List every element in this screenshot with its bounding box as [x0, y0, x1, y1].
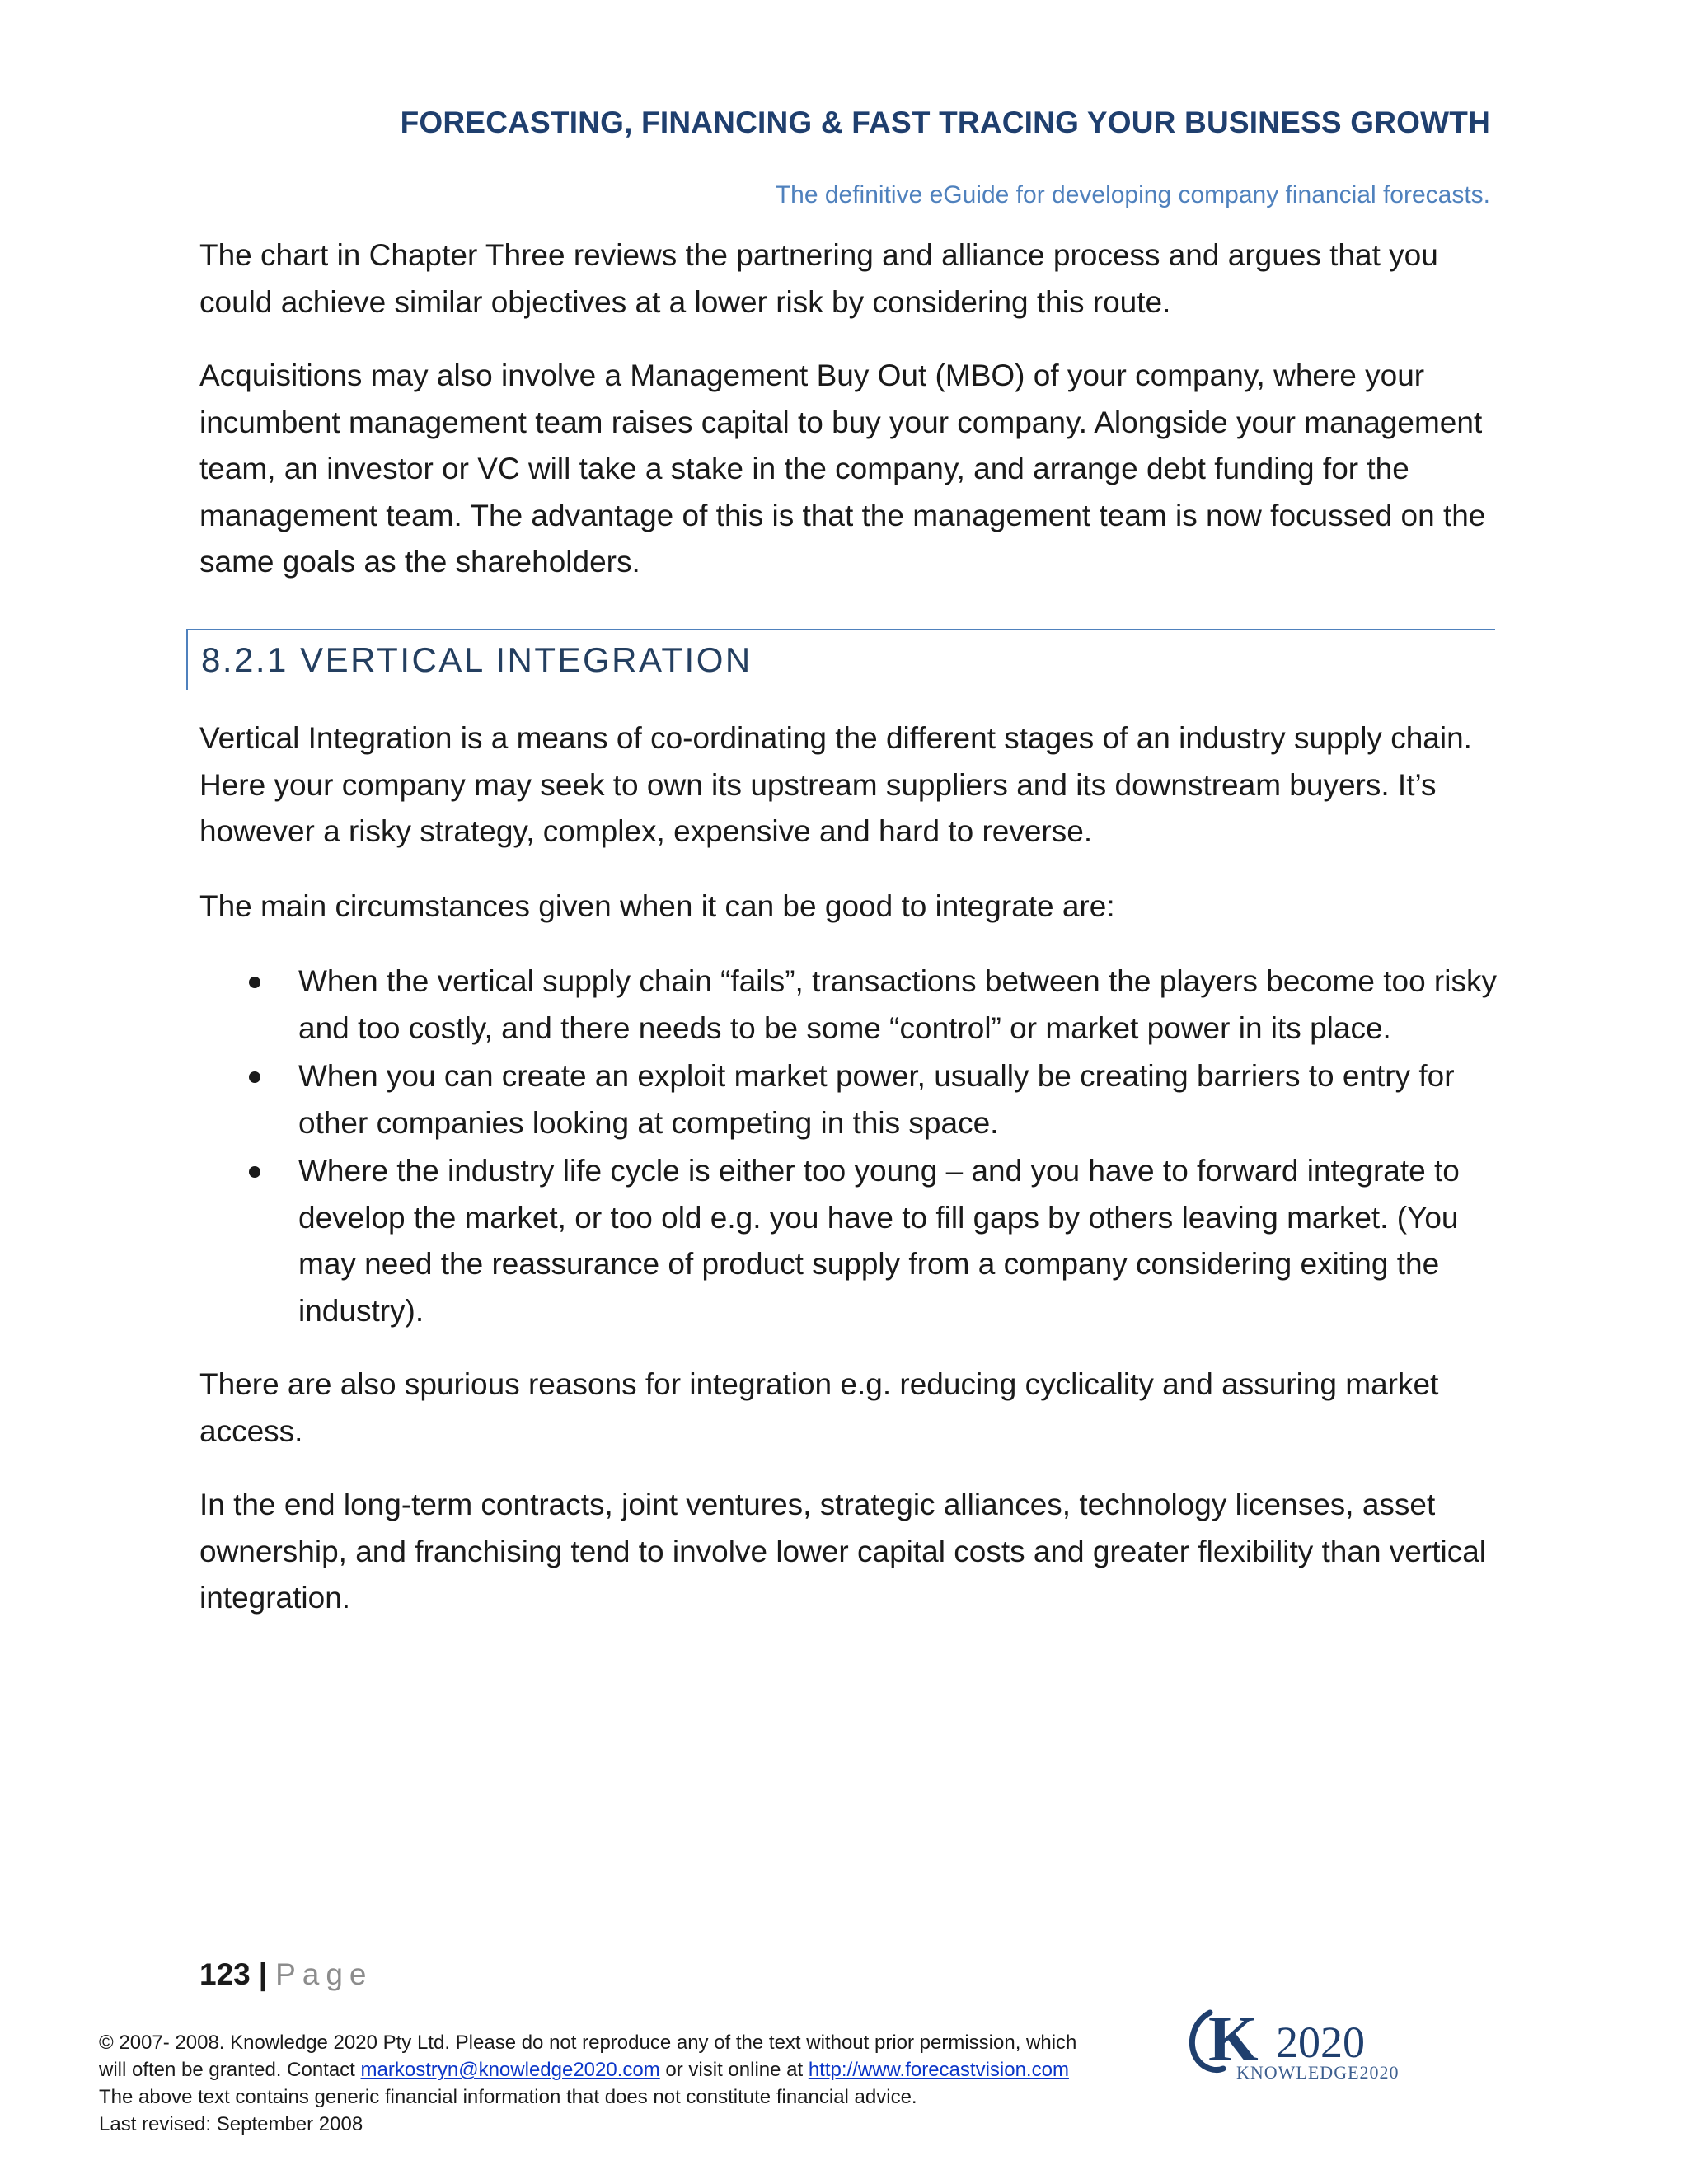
page-number: [199, 1957, 373, 1992]
bullet-icon: [249, 977, 260, 988]
list-item-text: Where the industry life cycle is either too young – and you have to forward integrate to develop the market, or too old e.g. you have to fill gaps by others leaving market. (You may need the reassurance of product supply from a company considering exiting the industry).: [298, 1154, 1460, 1328]
footer-line-4: Last revised: September 2008: [99, 2113, 363, 2135]
section-heading-box: [186, 629, 1495, 690]
running-header-subtitle: The definitive eGuide for developing company financial forecasts.: [775, 181, 1490, 209]
footer-line-2: [99, 2056, 1170, 2083]
running-header-title: FORECASTING, FINANCING & FAST TRACING YOUR BUSINESS GROWTH: [400, 105, 1490, 139]
list-item-text: When the vertical supply chain “fails”, transactions between the players become too risky and too costly, and there needs to be some “control” or market power in its place.: [298, 964, 1497, 1045]
list-item: [199, 958, 1518, 1052]
paragraph-vertical-integration: Vertical Integration is a means of co-ordinating the different stages of an industry supply chain. Here your company may seek to own its upstream suppliers and its downstream buyers. It’s however a risky strategy, complex, expensive and hard to reverse.: [199, 721, 1472, 848]
section-heading: 8.2.1 VERTICAL INTEGRATION: [201, 640, 753, 679]
list-item-text: When you can create an exploit market power, usually be creating barriers to entry for other companies looking at competing in this space.: [298, 1059, 1455, 1140]
logo-wordmark: KNOWLEDGE2020: [1236, 2062, 1400, 2083]
copyright-footer: [99, 2029, 1170, 2138]
circumstances-list: [199, 958, 1518, 1336]
website-link[interactable]: http://www.forecastvision.com: [808, 2059, 1069, 2081]
footer-visit-text: or visit online at: [659, 2059, 809, 2081]
knowledge2020-logo: [1185, 2001, 1432, 2092]
footer-line-1: © 2007- 2008. Knowledge 2020 Pty Ltd. Please do not reproduce any of the text without prior permission, which: [99, 2032, 1077, 2054]
paragraph-circumstances: The main circumstances given when it can be good to integrate are:: [199, 889, 1115, 923]
logo-2020: 2020: [1276, 2018, 1365, 2067]
page-number-separator: |: [258, 1957, 268, 1991]
footer-contact-text: will often be granted. Contact: [99, 2059, 361, 2081]
page-number-value: 123: [199, 1957, 251, 1991]
footer-line-3: The above text contains generic financial information that does not constitute financial advice.: [99, 2086, 917, 2108]
paragraph-partnering: The chart in Chapter Three reviews the partnering and alliance process and argues that you could achieve similar objectives at a lower risk by considering this route.: [199, 238, 1438, 319]
email-link[interactable]: markostryn@knowledge2020.com: [360, 2059, 660, 2081]
logo-k-letter: K: [1208, 2003, 1259, 2074]
page-number-label: Page: [275, 1957, 373, 1991]
paragraph-mbo: Acquisitions may also involve a Management Buy Out (MBO) of your company, where your incumbent management team raises capital to buy your company. Alongside your management team, an investor or VC will take a stake in the company, and arrange debt funding for the management team. The advantage of this is that the management team is now focussed on the same goals as the shareholders.: [199, 359, 1486, 579]
paragraph-spurious-reasons: There are also spurious reasons for integration e.g. reducing cyclicality and assuring market access.: [199, 1367, 1439, 1448]
list-item: [199, 1053, 1518, 1146]
paragraph-conclusion: In the end long-term contracts, joint ventures, strategic alliances, technology licenses, asset ownership, and franchising tend to involve lower capital costs and greater flexibility than vertical integration.: [199, 1488, 1486, 1615]
list-item: [199, 1148, 1518, 1334]
bullet-icon: [249, 1166, 260, 1178]
bullet-icon: [249, 1071, 260, 1083]
